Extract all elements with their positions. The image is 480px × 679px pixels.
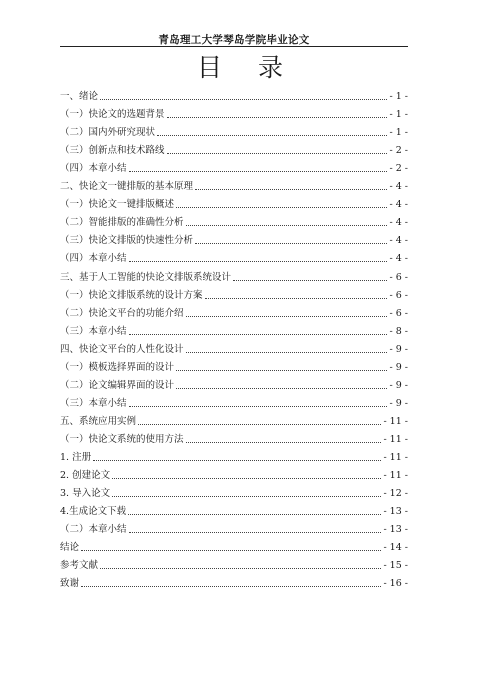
- toc-entry[interactable]: [60, 554, 408, 572]
- toc-page-number: - 4 -: [389, 181, 408, 193]
- toc-entry-title: （三）本章小结: [60, 325, 127, 337]
- toc-entry-title: （三）快论文排版的快速性分析: [60, 235, 194, 247]
- toc-dot-leader: [157, 134, 387, 136]
- toc-entry-title: （三）创新点和技术路线: [60, 145, 165, 157]
- toc-dot-leader: [205, 297, 388, 299]
- toc-entry-title: 三、基于人工智能的快论文排版系统设计: [60, 271, 232, 283]
- toc-entry[interactable]: [60, 482, 408, 500]
- toc-entry-title: 结论: [60, 542, 80, 554]
- toc-entry-title: （二）本章小结: [60, 524, 127, 536]
- toc-entry[interactable]: [60, 265, 408, 283]
- header-rule: [60, 46, 408, 47]
- toc-entry-title: （二）智能排版的准确性分析: [60, 217, 184, 229]
- toc-page-number: - 14 -: [383, 542, 408, 554]
- toc-dot-leader: [138, 423, 381, 425]
- toc-dot-leader: [100, 98, 387, 100]
- toc-dot-leader: [167, 152, 388, 154]
- toc-entry[interactable]: [60, 518, 408, 536]
- toc-dot-leader: [81, 549, 381, 551]
- toc-entry-title: （四）本章小结: [60, 253, 127, 265]
- page-title: 目 录: [197, 53, 297, 82]
- toc-page-number: - 9 -: [389, 379, 408, 391]
- toc-entry[interactable]: [60, 247, 408, 265]
- toc-entry-title: （二）论文编辑界面的设计: [60, 379, 175, 391]
- toc-entry[interactable]: [60, 572, 408, 590]
- toc-dot-leader: [112, 477, 381, 479]
- toc-entry[interactable]: [60, 139, 408, 157]
- toc-entry[interactable]: [60, 464, 408, 482]
- toc-dot-leader: [93, 459, 381, 461]
- toc-page-number: - 1 -: [389, 91, 408, 103]
- toc-entry[interactable]: [60, 392, 408, 410]
- toc-page-number: - 2 -: [389, 163, 408, 175]
- toc-entry[interactable]: [60, 338, 408, 356]
- toc-page-number: - 9 -: [389, 397, 408, 409]
- toc-dot-leader: [112, 495, 381, 497]
- toc-entry[interactable]: [60, 284, 408, 302]
- toc-entry-title: （四）本章小结: [60, 163, 127, 175]
- toc-dot-leader: [186, 224, 388, 226]
- toc-page-number: - 9 -: [389, 361, 408, 373]
- toc-page-number: - 2 -: [389, 145, 408, 157]
- toc-page-number: - 13 -: [383, 524, 408, 536]
- toc-entry-title: （三）本章小结: [60, 397, 127, 409]
- toc-entry-title: 3. 导入论文: [60, 488, 111, 500]
- toc-entry[interactable]: [60, 121, 408, 139]
- toc-dot-leader: [186, 351, 388, 353]
- toc-dot-leader: [186, 441, 382, 443]
- toc-dot-leader: [81, 585, 381, 587]
- toc-entry-title: 致谢: [60, 578, 80, 590]
- toc-entry-title: 五、系统应用实例: [60, 415, 137, 427]
- toc-entry-title: 2. 创建论文: [60, 470, 111, 482]
- toc-page-number: - 1 -: [389, 109, 408, 121]
- toc-entry[interactable]: [60, 211, 408, 229]
- toc-page-number: - 1 -: [389, 127, 408, 139]
- toc-entry[interactable]: [60, 536, 408, 554]
- toc-page-number: - 11 -: [383, 451, 408, 463]
- toc-page-number: - 6 -: [389, 289, 408, 301]
- toc-entry[interactable]: [60, 193, 408, 211]
- toc-entry[interactable]: [60, 157, 408, 175]
- toc-dot-leader: [167, 116, 388, 118]
- toc-page-number: - 13 -: [383, 506, 408, 518]
- toc-entry-title: （一）快论文一键排版概述: [60, 199, 175, 211]
- toc-entry[interactable]: [60, 410, 408, 428]
- toc-page-number: - 8 -: [389, 325, 408, 337]
- toc-page-number: - 4 -: [389, 253, 408, 265]
- toc-entry[interactable]: [60, 356, 408, 374]
- toc-entry[interactable]: [60, 229, 408, 247]
- toc-entry-title: 4.生成论文下载: [60, 506, 127, 518]
- toc-dot-leader: [128, 513, 381, 515]
- toc-dot-leader: [129, 170, 388, 172]
- toc-dot-leader: [176, 206, 387, 208]
- toc-entry[interactable]: [60, 428, 408, 446]
- toc-entry-title: （一）快论文系统的使用方法: [60, 433, 184, 445]
- toc-page-number: - 15 -: [383, 560, 408, 572]
- toc-entry-title: 参考文献: [60, 560, 99, 572]
- running-header: 青岛理工大学琴岛学院毕业论文: [158, 34, 310, 46]
- toc-page-number: - 4 -: [389, 199, 408, 211]
- toc-dot-leader: [176, 369, 387, 371]
- toc-entry-title: 一、绪论: [60, 91, 99, 103]
- toc-page-number: - 12 -: [383, 488, 408, 500]
- toc-entry[interactable]: [60, 320, 408, 338]
- toc-page-number: - 16 -: [383, 578, 408, 590]
- toc-entry-title: （一）快论文排版系统的设计方案: [60, 289, 203, 301]
- toc-page-number: - 11 -: [383, 415, 408, 427]
- toc-dot-leader: [176, 387, 387, 389]
- toc-entry[interactable]: [60, 374, 408, 392]
- toc-dot-leader: [129, 531, 382, 533]
- toc-entry-title: （二）国内外研究现状: [60, 127, 156, 139]
- toc-entry[interactable]: [60, 175, 408, 193]
- toc-entry-title: 二、快论文一键排版的基本原理: [60, 181, 194, 193]
- toc-entry-title: （一）快论文的选题背景: [60, 109, 165, 121]
- toc-dot-leader: [129, 333, 388, 335]
- toc-entry[interactable]: [60, 302, 408, 320]
- toc-page-number: - 4 -: [389, 217, 408, 229]
- toc-entry-title: （一）模板选择界面的设计: [60, 361, 175, 373]
- toc-entry[interactable]: [60, 85, 408, 103]
- toc-entry-title: 1. 注册: [60, 451, 92, 463]
- toc-entry-title: 四、快论文平台的人性化设计: [60, 343, 184, 355]
- toc-entry[interactable]: [60, 446, 408, 464]
- toc-entry[interactable]: [60, 500, 408, 518]
- toc-page-number: - 11 -: [383, 470, 408, 482]
- toc-dot-leader: [100, 567, 381, 569]
- toc-entry-title: （二）快论文平台的功能介绍: [60, 307, 184, 319]
- toc-dot-leader: [195, 242, 387, 244]
- toc-page-number: - 11 -: [383, 433, 408, 445]
- toc-page-number: - 4 -: [389, 235, 408, 247]
- toc-dot-leader: [129, 260, 388, 262]
- table-of-contents: [60, 85, 408, 590]
- toc-dot-leader: [195, 188, 387, 190]
- toc-entry[interactable]: [60, 103, 408, 121]
- toc-dot-leader: [129, 405, 388, 407]
- toc-dot-leader: [186, 315, 388, 317]
- toc-page-number: - 6 -: [389, 307, 408, 319]
- toc-page-number: - 9 -: [389, 343, 408, 355]
- toc-page-number: - 6 -: [389, 271, 408, 283]
- toc-dot-leader: [233, 279, 387, 281]
